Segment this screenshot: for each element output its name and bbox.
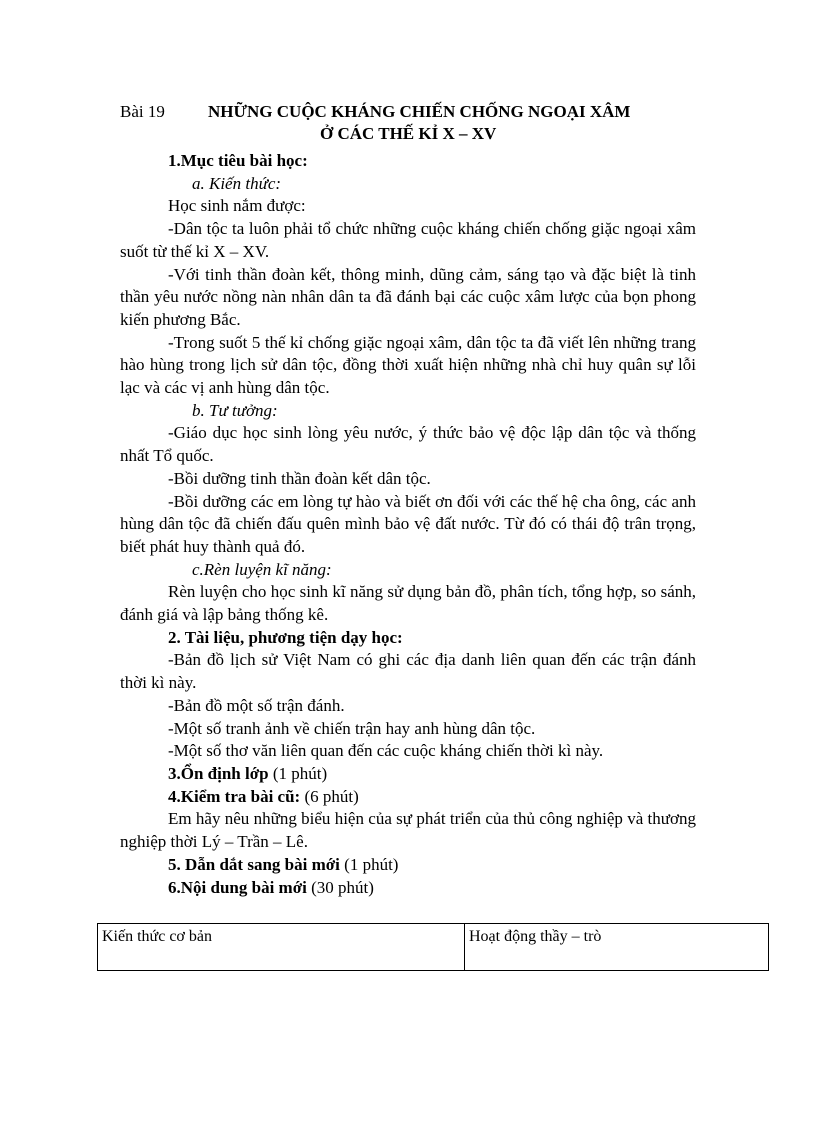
section-5 (120, 854, 696, 877)
section-1a-intro: Học sinh nắm được: (168, 196, 306, 216)
lesson-content-table (97, 923, 769, 971)
lesson-title (120, 102, 700, 150)
section-1b-label: b. Tư tưởng: (192, 400, 278, 420)
section-2-item: -Một số thơ văn liên quan đến các cuộc kháng chiến thời kì này. (168, 741, 604, 761)
section-1a-item: -Với tinh thần đoàn kết, thông minh, dũng cảm, sáng tạo và đặc biệt là tinh thần yêu nước nồng nàn nhân dân ta đã đánh bại các cuộc xâm lược của bọn phong kiến phương Bắc. (120, 264, 696, 329)
lesson-number: Bài 19 (120, 102, 165, 121)
section-5-time: (1 phút) (339, 854, 399, 874)
table-header-activities: Hoạt động thầy – trò (465, 924, 769, 971)
section-4-heading: 4.Kiểm tra bài cũ: (168, 786, 301, 806)
section-4-time: (6 phút) (300, 786, 359, 806)
section-1b-item: -Bồi dưỡng các em lòng tự hào và biết ơn đối với các thế hệ cha ông, các anh hùng dân tộc đã chiến đấu quên mình bảo vệ đất nước. Từ đó có thái độ trân trọng, biết phát huy thành quả đó. (120, 491, 696, 556)
section-3-heading: 3.Ổn định lớp (168, 763, 269, 783)
section-6-time: (30 phút) (306, 877, 374, 897)
section-2-item: -Bản đồ lịch sử Việt Nam có ghi các địa danh liên quan đến các trận đánh thời kì này. (120, 650, 696, 693)
section-1a-item: -Trong suốt 5 thế kỉ chống giặc ngoại xâm, dân tộc ta đã viết lên những trang hào hùng trong lịch sử dân tộc, đồng thời xuất hiện những nhà chỉ huy quân sự lỗi lạc và các vị anh hùng dân tộc. (120, 332, 696, 398)
section-3 (120, 763, 696, 786)
section-5-heading: 5. Dẫn dắt sang bài mới (168, 854, 340, 874)
section-2-item: -Bản đồ một số trận đánh. (168, 695, 345, 715)
section-1c-text: Rèn luyện cho học sinh kĩ năng sử dụng bản đồ, phân tích, tổng hợp, so sánh, đánh giá và lập bảng thống kê. (120, 582, 696, 625)
table-header-row (98, 924, 769, 971)
section-6-heading: 6.Nội dung bài mới (168, 877, 307, 897)
section-1a-label: a. Kiến thức: (192, 173, 282, 193)
section-2-heading: 2. Tài liệu, phương tiện dạy học: (168, 627, 403, 647)
section-1b-item: -Bồi dưỡng tinh thần đoàn kết dân tộc. (168, 468, 431, 488)
section-4-question: Em hãy nêu những biểu hiện của sự phát triển của thủ công nghiệp và thương nghiệp thời Lý – Trần – Lê. (120, 809, 696, 852)
section-1b-item: -Giáo dục học sinh lòng yêu nước, ý thức bảo vệ độc lập dân tộc và thống nhất Tổ quốc. (120, 423, 696, 466)
section-1c-label: c.Rèn luyện kĩ năng: (192, 559, 332, 579)
section-2-item: -Một số tranh ảnh về chiến trận hay anh hùng dân tộc. (168, 718, 536, 738)
section-3-time: (1 phút) (268, 763, 328, 783)
title-line-1: NHỮNG CUỘC KHÁNG CHIẾN CHỐNG NGOẠI XÂM (208, 102, 631, 121)
section-1a-item: -Dân tộc ta luôn phải tổ chức những cuộc kháng chiến chống giặc ngoại xâm suốt từ thế kỉ X – XV. (120, 219, 696, 261)
section-6 (120, 877, 696, 900)
table-header-knowledge: Kiến thức cơ bản (98, 924, 465, 971)
lesson-body (120, 150, 696, 899)
section-4 (120, 786, 696, 809)
title-line-2: Ở CÁC THẾ KỈ X – XV (320, 124, 497, 143)
section-1-heading: 1.Mục tiêu bài học: (168, 151, 308, 170)
